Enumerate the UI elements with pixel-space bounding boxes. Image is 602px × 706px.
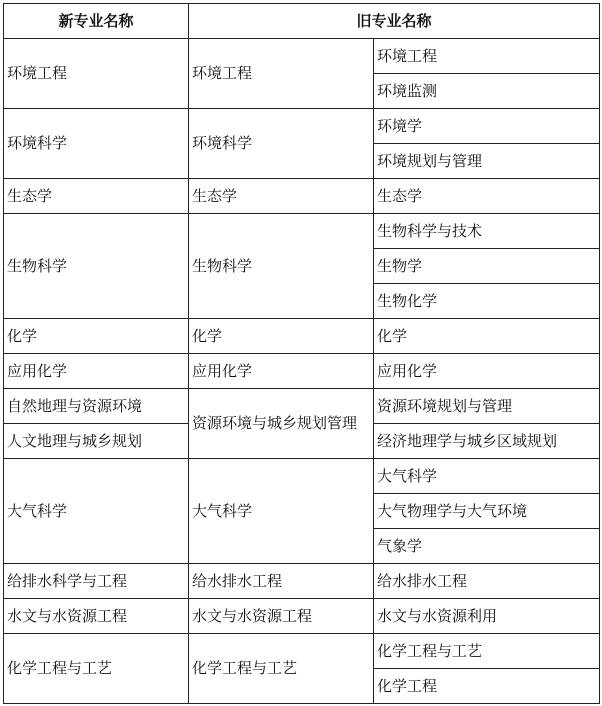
- former-major-cell: 环境工程: [374, 39, 600, 74]
- header-old-name: 旧专业名称: [189, 4, 600, 39]
- old-major-cell: 环境工程: [189, 39, 374, 109]
- former-major-cell: 环境规划与管理: [374, 144, 600, 179]
- header-new-name: 新专业名称: [4, 4, 189, 39]
- former-major-cell: 水文与水资源利用: [374, 599, 600, 634]
- major-name-table: [3, 3, 600, 704]
- former-major-cell: 化学: [374, 319, 600, 354]
- table-row: [4, 109, 600, 144]
- new-major-cell: 给排水科学与工程: [4, 564, 189, 599]
- former-major-cell: 资源环境规划与管理: [374, 389, 600, 424]
- former-major-cell: 生物科学与技术: [374, 214, 600, 249]
- new-major-cell: 应用化学: [4, 354, 189, 389]
- former-major-cell: 环境监测: [374, 74, 600, 109]
- table-row: [4, 179, 600, 214]
- table-row: [4, 459, 600, 494]
- new-major-cell: 化学工程与工艺: [4, 634, 189, 704]
- old-major-cell: 水文与水资源工程: [189, 599, 374, 634]
- new-major-cell: 大气科学: [4, 459, 189, 564]
- new-major-cell: 自然地理与资源环境: [4, 389, 189, 424]
- table-row: [4, 319, 600, 354]
- former-major-cell: 化学工程: [374, 669, 600, 704]
- former-major-cell: 给水排水工程: [374, 564, 600, 599]
- table-row: [4, 389, 600, 424]
- old-major-cell: 给水排水工程: [189, 564, 374, 599]
- new-major-cell: 水文与水资源工程: [4, 599, 189, 634]
- old-major-cell: 大气科学: [189, 459, 374, 564]
- table-row: [4, 564, 600, 599]
- new-major-cell: 环境科学: [4, 109, 189, 179]
- table-row: [4, 214, 600, 249]
- header-row: [4, 4, 600, 39]
- former-major-cell: 生物化学: [374, 284, 600, 319]
- new-major-cell: 生态学: [4, 179, 189, 214]
- old-major-cell: 资源环境与城乡规划管理: [189, 389, 374, 459]
- table-row: [4, 39, 600, 74]
- old-major-cell: 应用化学: [189, 354, 374, 389]
- former-major-cell: 经济地理学与城乡区域规划: [374, 424, 600, 459]
- former-major-cell: 环境学: [374, 109, 600, 144]
- old-major-cell: 化学: [189, 319, 374, 354]
- table-row: [4, 354, 600, 389]
- old-major-cell: 生物科学: [189, 214, 374, 319]
- new-major-cell: 生物科学: [4, 214, 189, 319]
- former-major-cell: 气象学: [374, 529, 600, 564]
- former-major-cell: 化学工程与工艺: [374, 634, 600, 669]
- former-major-cell: 生态学: [374, 179, 600, 214]
- old-major-cell: 化学工程与工艺: [189, 634, 374, 704]
- new-major-cell: 人文地理与城乡规划: [4, 424, 189, 459]
- old-major-cell: 生态学: [189, 179, 374, 214]
- new-major-cell: 化学: [4, 319, 189, 354]
- former-major-cell: 大气科学: [374, 459, 600, 494]
- former-major-cell: 生物学: [374, 249, 600, 284]
- former-major-cell: 大气物理学与大气环境: [374, 494, 600, 529]
- former-major-cell: 应用化学: [374, 354, 600, 389]
- table-row: [4, 599, 600, 634]
- old-major-cell: 环境科学: [189, 109, 374, 179]
- new-major-cell: 环境工程: [4, 39, 189, 109]
- table-row: [4, 634, 600, 669]
